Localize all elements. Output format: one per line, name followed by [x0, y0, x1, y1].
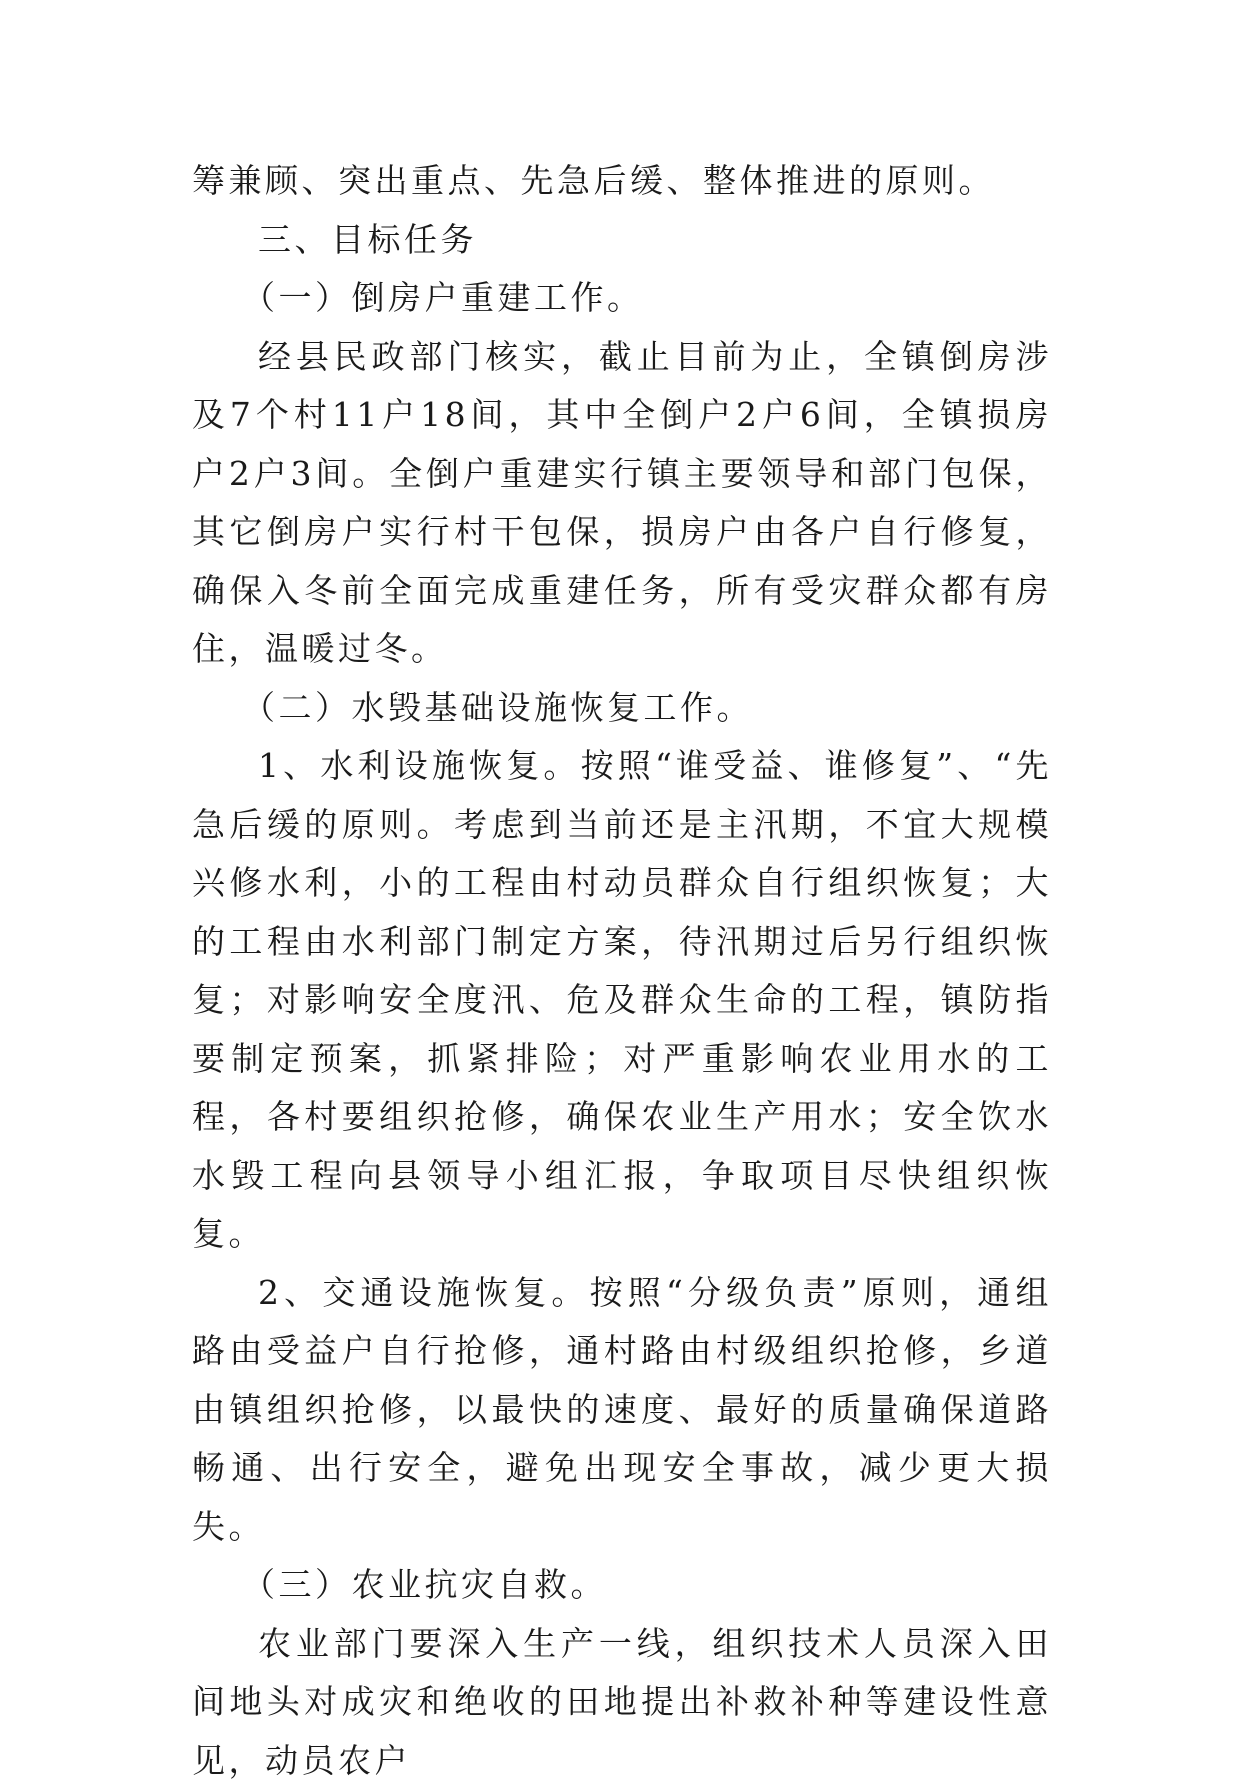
paragraph-water-facilities: 1、水利设施恢复。按照“谁受益、谁修复”、“先急后缓的原则。考虑到当前还是主汛期，不宜大规模兴修水利，小的工程由村动员群众自行组织恢复；大的工程由水利部门制定方案，待汛期过后另行组织恢复；对影响安全度汛、危及群众生命的工程，镇防指要制定预案，抓紧排险；对严重影响农业用水的工程，各村要组织抢修，确保农业生产用水；安全饮水水毁工程向县领导小组汇报，争取项目尽快组织恢复。 — [192, 737, 1052, 1264]
subheading-house-rebuild: （一）倒房户重建工作。 — [192, 269, 1052, 328]
subheading-infrastructure: （二）水毁基础设施恢复工作。 — [192, 679, 1052, 738]
paragraph-house-rebuild: 经县民政部门核实，截止目前为止，全镇倒房涉及7个村11户18间，其中全倒户2户6间，全镇损房户2户3间。全倒户重建实行镇主要领导和部门包保，其它倒房户实行村干包保，损房户由各户自行修复，确保入冬前全面完成重建任务，所有受灾群众都有房住，温暖过冬。 — [192, 328, 1052, 679]
paragraph-agriculture: 农业部门要深入生产一线，组织技术人员深入田间地头对成灾和绝收的田地提出补救补种等建设性意见，动员农户 — [192, 1615, 1052, 1790]
document-body — [192, 152, 1052, 1790]
paragraph-transport-facilities: 2、交通设施恢复。按照“分级负责”原则，通组路由受益户自行抢修，通村路由村级组织抢修，乡道由镇组织抢修，以最快的速度、最好的质量确保道路畅通、出行安全，避免出现安全事故，减少更大损失。 — [192, 1264, 1052, 1557]
subheading-agriculture: （三）农业抗灾自救。 — [192, 1556, 1052, 1615]
section-heading-targets: 三、目标任务 — [192, 211, 1052, 270]
paragraph-principle-continuation: 筹兼顾、突出重点、先急后缓、整体推进的原则。 — [192, 152, 1052, 211]
